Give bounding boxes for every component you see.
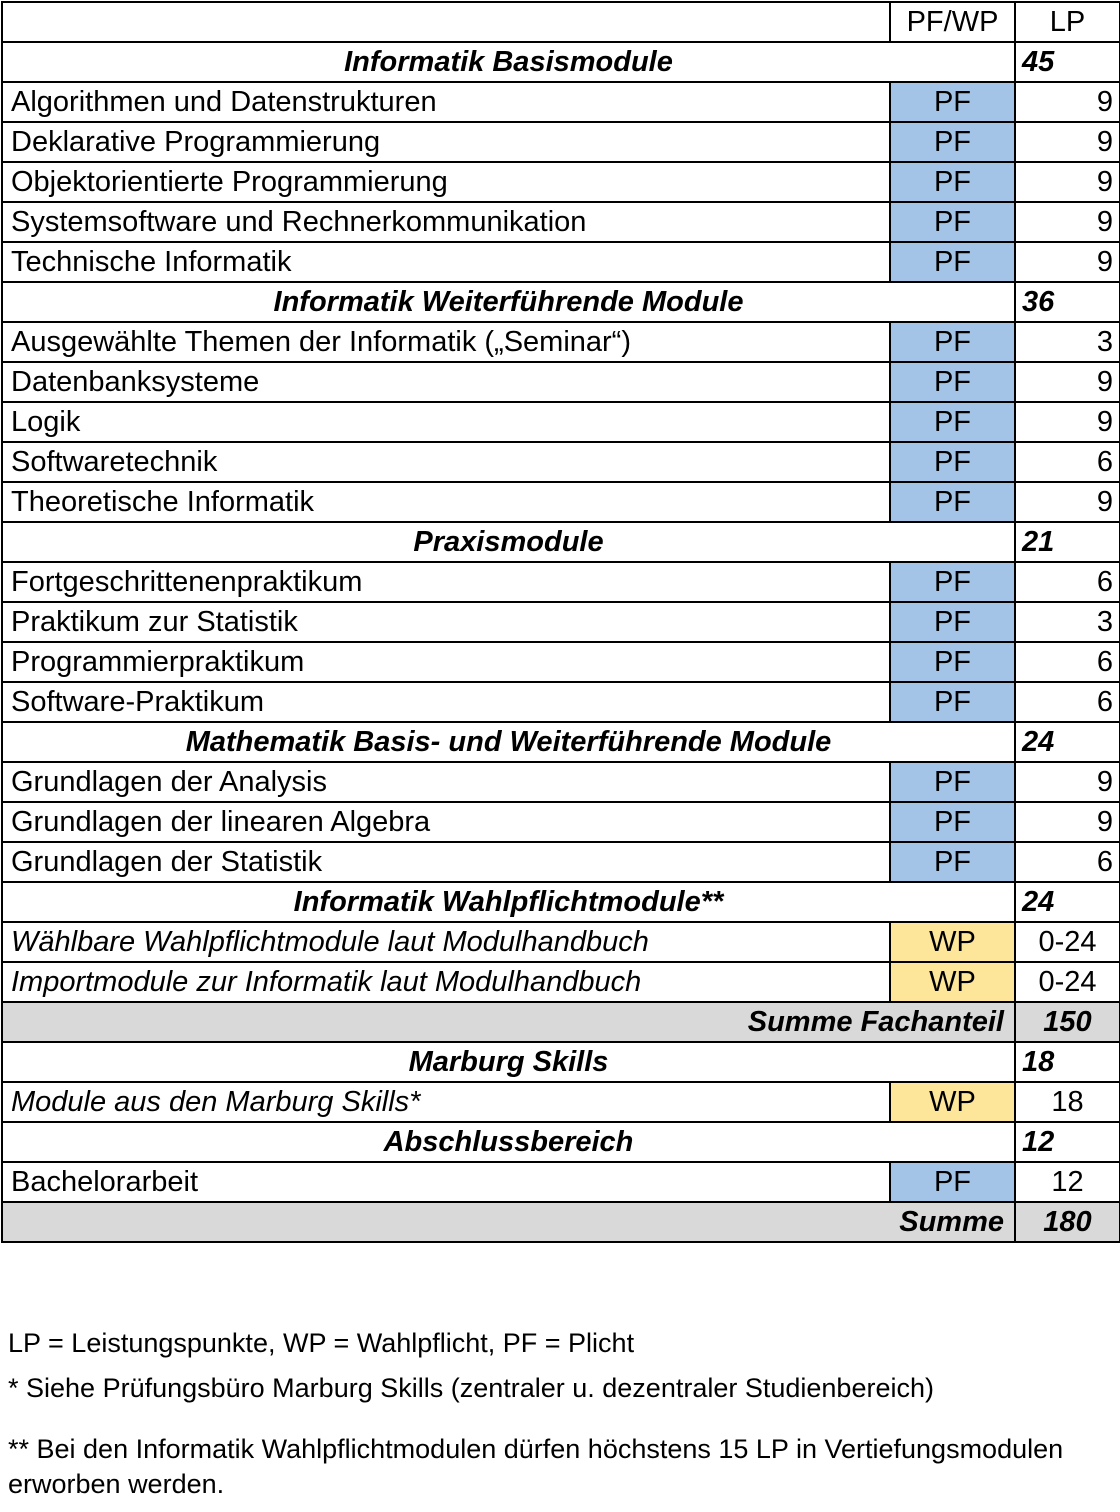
footnotes [8,1326,1108,1502]
module-row [2,122,1120,162]
section-title: Abschlussbereich [2,1122,1015,1162]
module-name: Algorithmen und Datenstrukturen [2,82,890,122]
module-name: Ausgewählte Themen der Informatik („Seminar“) [2,322,890,362]
module-table [1,1,1120,1243]
section-lp-total: 18 [1015,1042,1120,1082]
module-name: Theoretische Informatik [2,482,890,522]
module-lp: 9 [1015,482,1120,522]
module-type-badge: PF [890,762,1015,802]
module-name: Technische Informatik [2,242,890,282]
module-type-badge: PF [890,642,1015,682]
module-lp: 9 [1015,242,1120,282]
module-row [2,1162,1120,1202]
section-title: Informatik Weiterführende Module [2,282,1015,322]
module-row [2,1082,1120,1122]
section-header-row [2,522,1120,562]
module-lp: 6 [1015,682,1120,722]
module-row [2,322,1120,362]
module-lp: 9 [1015,82,1120,122]
section-lp-total: 24 [1015,722,1120,762]
total-row-label: Summe [2,1202,1015,1242]
module-name: Praktikum zur Statistik [2,602,890,642]
section-title: Mathematik Basis- und Weiterführende Module [2,722,1015,762]
total-row [2,1202,1120,1242]
total-row-value: 180 [1015,1202,1120,1242]
module-type-badge: PF [890,122,1015,162]
module-lp: 0-24 [1015,922,1120,962]
module-lp: 3 [1015,322,1120,362]
section-header-row [2,1042,1120,1082]
subtotal-row [2,1002,1120,1042]
module-type-badge: PF [890,602,1015,642]
module-name: Deklarative Programmierung [2,122,890,162]
module-type-badge: PF [890,562,1015,602]
section-header-row [2,282,1120,322]
module-lp: 9 [1015,362,1120,402]
module-type-badge: PF [890,402,1015,442]
module-lp: 9 [1015,122,1120,162]
module-row [2,162,1120,202]
module-row [2,802,1120,842]
module-type-badge: WP [890,922,1015,962]
section-title: Informatik Wahlpflichtmodule** [2,882,1015,922]
wahlpflicht-note: ** Bei den Informatik Wahlpflichtmodulen dürfen höchstens 15 LP in Vertiefungsmodulen erworben werden. [8,1434,1064,1500]
module-lp: 12 [1015,1162,1120,1202]
section-lp-total: 36 [1015,282,1120,322]
module-name: Programmierpraktikum [2,642,890,682]
module-lp: 6 [1015,442,1120,482]
section-header-row [2,42,1120,82]
module-type-badge: PF [890,802,1015,842]
module-row [2,242,1120,282]
section-header-row [2,882,1120,922]
module-type-badge: PF [890,842,1015,882]
module-row [2,642,1120,682]
module-name: Softwaretechnik [2,442,890,482]
module-row [2,482,1120,522]
module-type-badge: PF [890,82,1015,122]
subtotal-row-label: Summe Fachanteil [2,1002,1015,1042]
module-name: Bachelorarbeit [2,1162,890,1202]
module-name: Wählbare Wahlpflichtmodule laut Modulhandbuch [2,922,890,962]
module-row [2,202,1120,242]
module-type-badge: PF [890,322,1015,362]
module-type-badge: PF [890,442,1015,482]
module-type-badge: PF [890,362,1015,402]
module-row [2,362,1120,402]
module-name: Software-Praktikum [2,682,890,722]
module-type-badge: PF [890,162,1015,202]
module-type-badge: WP [890,1082,1015,1122]
module-lp: 9 [1015,402,1120,442]
module-row [2,82,1120,122]
module-name: Grundlagen der linearen Algebra [2,802,890,842]
module-row [2,842,1120,882]
section-title: Informatik Basismodule [2,42,1015,82]
legend-note: LP = Leistungspunkte, WP = Wahlpflicht, PF = Plicht [8,1328,635,1358]
module-type-badge: PF [890,682,1015,722]
module-lp: 3 [1015,602,1120,642]
module-lp: 9 [1015,202,1120,242]
module-name: Grundlagen der Statistik [2,842,890,882]
module-row [2,762,1120,802]
module-lp: 18 [1015,1082,1120,1122]
header-lp: LP [1015,2,1120,42]
section-title: Praxismodule [2,522,1015,562]
module-row [2,602,1120,642]
skills-note: * Siehe Prüfungsbüro Marburg Skills (zentraler u. dezentraler Studienbereich) [8,1373,934,1404]
module-name: Objektorientierte Programmierung [2,162,890,202]
module-lp: 6 [1015,642,1120,682]
module-lp: 9 [1015,762,1120,802]
section-lp-total: 45 [1015,42,1120,82]
header-pf-wp: PF/WP [890,2,1015,42]
module-lp: 9 [1015,162,1120,202]
module-type-badge: PF [890,482,1015,522]
module-name: Datenbanksysteme [2,362,890,402]
section-header-row [2,1122,1120,1162]
module-row [2,962,1120,1002]
section-lp-total: 12 [1015,1122,1120,1162]
module-row [2,562,1120,602]
subtotal-row-value: 150 [1015,1002,1120,1042]
module-row [2,682,1120,722]
module-row [2,402,1120,442]
module-lp: 6 [1015,562,1120,602]
module-name: Systemsoftware und Rechnerkommunikation [2,202,890,242]
module-row [2,922,1120,962]
section-title: Marburg Skills [2,1042,1015,1082]
module-type-badge: PF [890,202,1015,242]
module-lp: 0-24 [1015,962,1120,1002]
module-name: Module aus den Marburg Skills* [2,1082,890,1122]
module-lp: 6 [1015,842,1120,882]
module-type-badge: PF [890,242,1015,282]
section-header-row [2,722,1120,762]
section-lp-total: 24 [1015,882,1120,922]
module-name: Logik [2,402,890,442]
module-lp: 9 [1015,802,1120,842]
module-type-badge: WP [890,962,1015,1002]
table-header-row [2,2,1120,42]
module-name: Importmodule zur Informatik laut Modulhandbuch [2,962,890,1002]
header-module-cell [2,2,890,42]
section-lp-total: 21 [1015,522,1120,562]
module-row [2,442,1120,482]
module-name: Grundlagen der Analysis [2,762,890,802]
module-type-badge: PF [890,1162,1015,1202]
module-name: Fortgeschrittenenpraktikum [2,562,890,602]
